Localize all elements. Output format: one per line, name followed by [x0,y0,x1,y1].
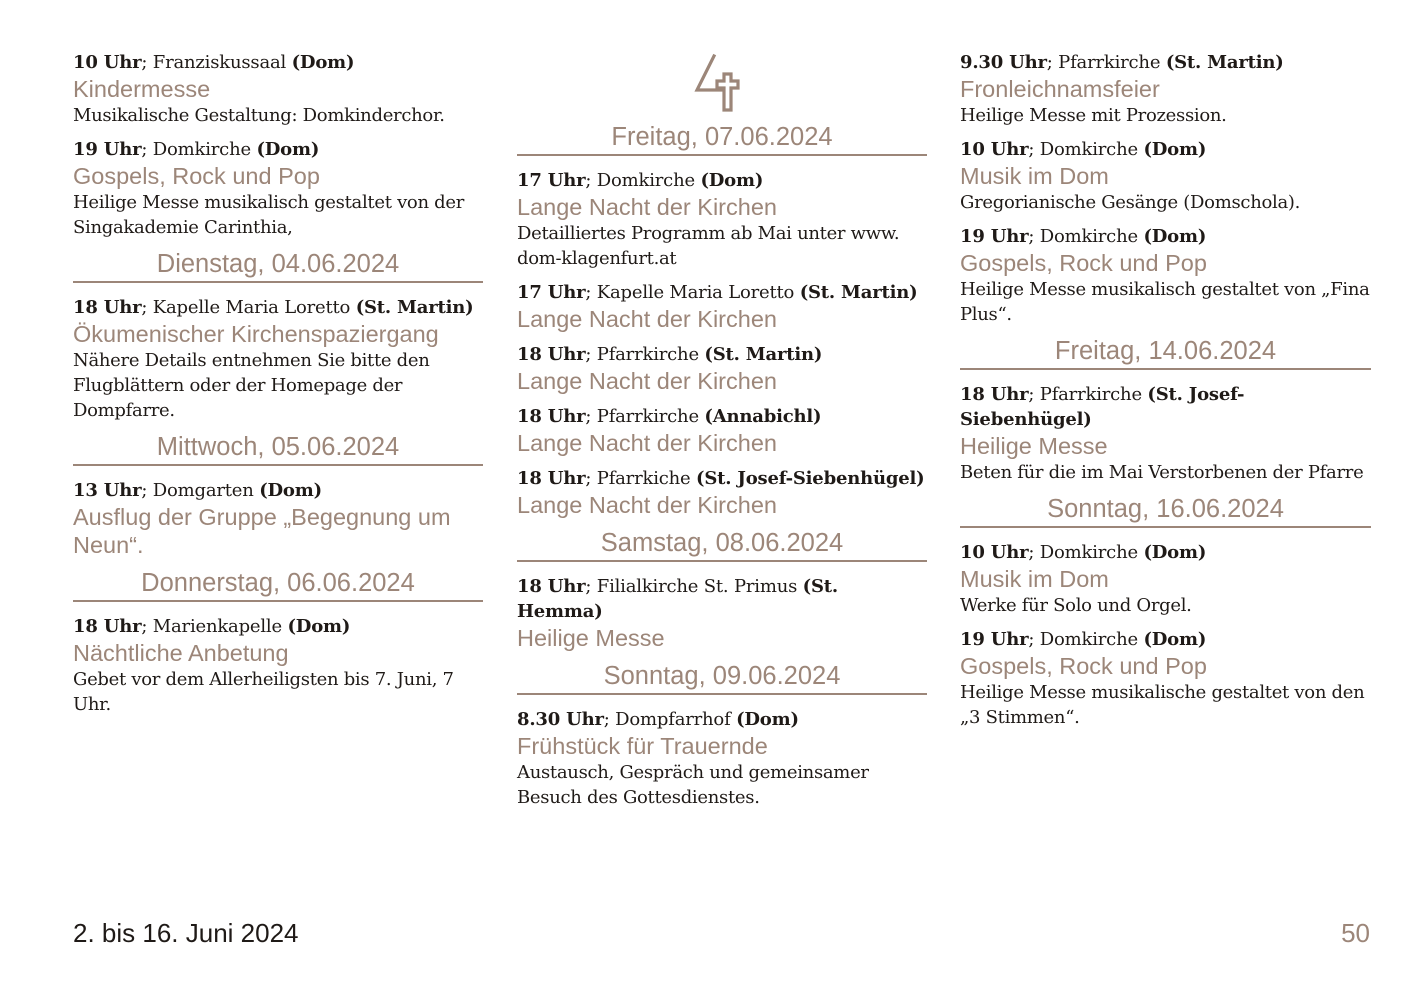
event-separator: ; [1028,226,1040,247]
event-meta [73,295,483,320]
event-parish: (St. Martin) [355,297,474,318]
event-separator: ; [585,406,597,427]
event-description: Gregorianische Gesänge (Domschola). [960,192,1301,213]
event-entry [517,466,927,519]
event-meta [517,280,927,305]
event-meta [960,627,1371,652]
event-description: Heilige Messe mit Prozession. [960,105,1227,126]
schedule-column [960,50,1371,739]
event-parish: (Dom) [1143,542,1207,563]
event-time: 13 Uhr [73,480,142,501]
event-meta [960,382,1371,432]
event-entry [517,574,927,652]
event-separator: ; [585,576,597,597]
event-location: Kapelle Maria Loretto [152,297,351,318]
event-entry [960,627,1371,730]
event-time: 18 Uhr [517,344,586,365]
day-heading: Mittwoch, 05.06.2024 [73,432,483,466]
event-location: Pfarrkiche [596,468,691,489]
event-separator: ; [1028,139,1040,160]
event-description: Heilige Messe musikalisch gestaltet von „Fina Plus“. [960,279,1370,325]
event-parish: (Dom) [1143,629,1207,650]
event-time: 18 Uhr [73,297,142,318]
event-entry [73,137,483,240]
event-entry [73,478,483,559]
event-parish: (Dom) [287,616,351,637]
event-location: Pfarrkirche [596,406,699,427]
event-time: 18 Uhr [960,384,1029,405]
event-description: Heilige Messe musikalische gestaltet von den „3 Stimmen“. [960,682,1365,728]
event-title: Lange Nacht der Kirchen [517,306,777,332]
event-parish: (Dom) [736,709,799,730]
event-location: Kapelle Maria Loretto [596,282,795,303]
event-title: Gospels, Rock und Pop [73,163,320,189]
event-location: Domkirche [152,139,251,160]
event-title: Lange Nacht der Kirchen [517,430,777,456]
event-time: 19 Uhr [960,226,1029,247]
event-location: Domkirche [1039,226,1138,247]
event-title: Lange Nacht der Kirchen [517,492,777,518]
event-description: Heilige Messe musikalisch gestaltet von der Singakademie Carinthia, [73,192,465,238]
schedule-column [73,50,483,726]
event-location: Domgarten [152,480,254,501]
event-description: Austausch, Gespräch und gemeinsamer Besuch des Gottesdienstes. [517,762,869,808]
day-heading: Samstag, 08.06.2024 [517,528,927,562]
event-title: Ökumenischer Kirchenspaziergang [73,321,439,347]
event-separator: ; [1028,629,1040,650]
event-entry [73,50,483,128]
event-parish: (St. Josef-Siebenhügel) [696,468,925,489]
event-description: Gebet vor dem Allerheiligsten bis 7. Juni, 7 Uhr. [73,669,454,715]
event-title: Kindermesse [73,76,211,102]
event-time: 9.30 Uhr [960,52,1047,73]
event-meta [517,707,927,732]
event-title: Musik im Dom [960,163,1109,189]
event-separator: ; [141,297,153,318]
event-parish: (St. Josef-Siebenhügel) [960,384,1245,430]
event-location: Domkirche [596,170,695,191]
event-description: Beten für die im Mai Verstorbenen der Pfarre [960,462,1364,483]
day-heading: Sonntag, 09.06.2024 [517,661,927,695]
event-title: Lange Nacht der Kirchen [517,194,777,220]
event-time: 10 Uhr [73,52,142,73]
schedule-column [517,50,927,819]
event-time: 17 Uhr [517,170,586,191]
event-separator: ; [585,282,597,303]
event-parish: (Dom) [1143,139,1207,160]
event-separator: ; [603,709,616,730]
event-title: Heilige Messe [960,433,1108,459]
event-entry [960,50,1371,128]
event-title: Nächtliche Anbetung [73,640,289,666]
event-time: 8.30 Uhr [517,709,604,730]
event-parish: (Dom) [1143,226,1207,247]
event-meta [517,342,927,367]
event-time: 18 Uhr [517,406,586,427]
event-meta [960,224,1371,249]
event-location: Marienkapelle [152,616,282,637]
event-meta [73,137,483,162]
day-heading: Freitag, 14.06.2024 [960,336,1371,370]
event-entry [960,137,1371,215]
event-title: Heilige Messe [517,625,665,651]
event-location: Filialkirche St. Primus [596,576,798,597]
event-location: Franziskussaal [152,52,287,73]
event-parish: (St. Martin) [1165,52,1284,73]
footer-date-range: 2. bis 16. Juni 2024 [73,918,299,948]
event-time: 10 Uhr [960,542,1029,563]
event-description: Detailliertes Programm ab Mai unter www. dom-klagenfurt.at [517,223,900,269]
event-title: Musik im Dom [960,566,1109,592]
event-location: Domkirche [1039,139,1138,160]
event-parish: (Dom) [700,170,764,191]
event-separator: ; [585,170,597,191]
event-meta [960,137,1371,162]
event-time: 10 Uhr [960,139,1029,160]
event-separator: ; [141,52,153,73]
event-entry [960,540,1371,618]
day-heading: Sonntag, 16.06.2024 [960,494,1371,528]
event-parish: (Dom) [291,52,355,73]
event-time: 18 Uhr [517,468,586,489]
event-entry [517,168,927,271]
event-location: Pfarrkirche [1058,52,1161,73]
event-description: Musikalische Gestaltung: Domkinderchor. [73,105,445,126]
event-separator: ; [141,480,153,501]
event-parish: (St. Martin) [799,282,918,303]
event-meta [517,404,927,429]
event-entry [960,382,1371,485]
event-location: Pfarrkirche [1039,384,1142,405]
event-meta [517,466,927,491]
event-meta [517,574,927,624]
event-location: Pfarrkirche [596,344,699,365]
event-parish: (Annabichl) [704,406,822,427]
event-separator: ; [1028,384,1040,405]
event-title: Gospels, Rock und Pop [960,250,1207,276]
event-meta [73,614,483,639]
event-description: Werke für Solo und Orgel. [960,595,1192,616]
page-number: 50 [1341,918,1370,948]
day-heading: Donnerstag, 06.06.2024 [73,568,483,602]
event-meta [960,50,1371,75]
event-entry [960,224,1371,327]
event-parish: (St. Martin) [704,344,823,365]
event-separator: ; [141,616,153,637]
event-meta [73,50,483,75]
event-time: 18 Uhr [517,576,586,597]
day-heading: Freitag, 07.06.2024 [517,122,927,156]
event-description: Nähere Details entnehmen Sie bitte den Flugblättern oder der Homepage der Dompfarre. [73,350,430,421]
event-entry [73,295,483,423]
event-entry [517,707,927,810]
four-cross-logo-icon [517,50,927,118]
event-time: 19 Uhr [960,629,1029,650]
event-entry [517,280,927,333]
event-location: Domkirche [1039,542,1138,563]
event-time: 18 Uhr [73,616,142,637]
event-title: Fronleichnamsfeier [960,76,1160,102]
event-title: Frühstück für Trauernde [517,733,768,759]
event-entry [73,614,483,717]
event-time: 19 Uhr [73,139,142,160]
day-heading: Dienstag, 04.06.2024 [73,249,483,283]
event-title: Gospels, Rock und Pop [960,653,1207,679]
event-separator: ; [585,468,597,489]
event-separator: ; [1046,52,1059,73]
event-location: Domkirche [1039,629,1138,650]
event-entry [517,404,927,457]
event-meta [73,478,483,503]
event-entry [517,342,927,395]
event-separator: ; [141,139,153,160]
event-separator: ; [1028,542,1040,563]
event-meta [960,540,1371,565]
event-separator: ; [585,344,597,365]
event-parish: (Dom) [256,139,320,160]
event-parish: (Dom) [259,480,322,501]
event-title: Lange Nacht der Kirchen [517,368,777,394]
event-location: Dompfarrhof [615,709,731,730]
event-parish: (St. Hemma) [517,576,838,622]
four-cross-logo-svg [692,50,752,116]
event-meta [517,168,927,193]
event-time: 17 Uhr [517,282,586,303]
event-title: Ausflug der Gruppe „Begegnung um Neun“. [73,504,451,558]
